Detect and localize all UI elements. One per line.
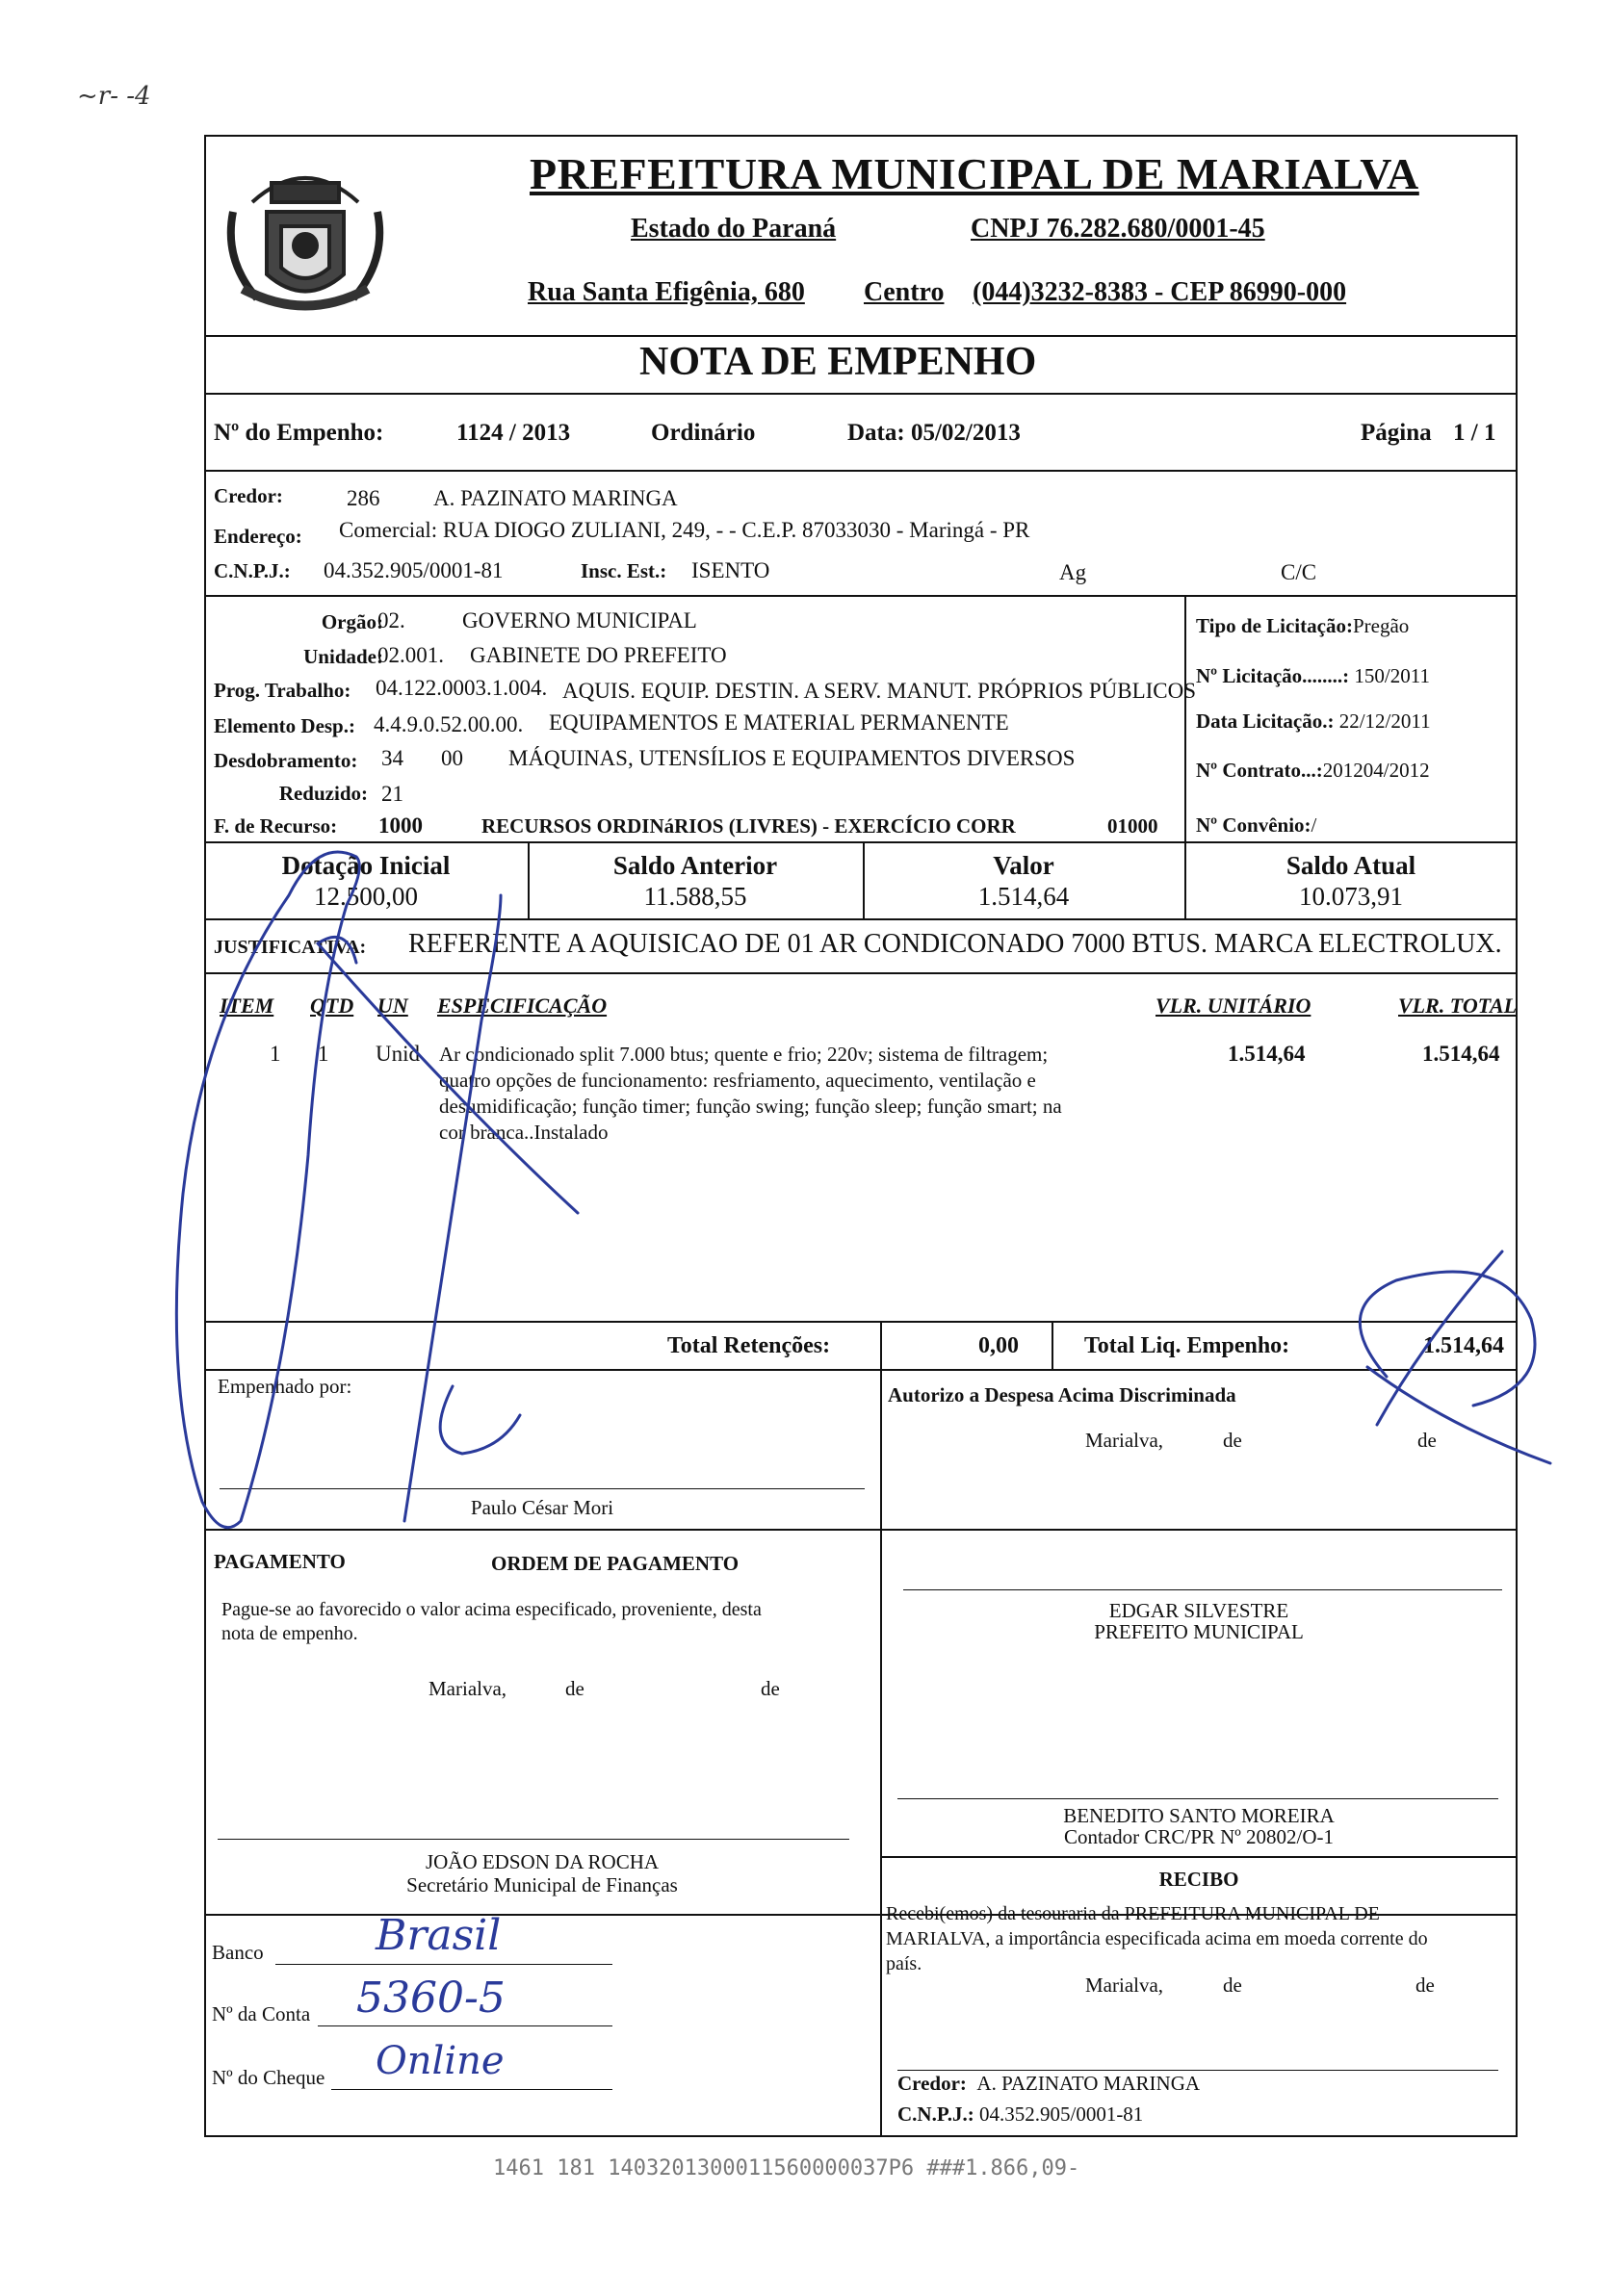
elemento-code: 4.4.9.0.52.00.00. (374, 712, 524, 736)
autorizo-de-2: de (1417, 1429, 1437, 1452)
licitacao-number-label: Nº Licitação........: (1196, 664, 1350, 687)
licitacao-date-label: Data Licitação.: (1196, 709, 1335, 733)
header-address: Rua Santa Efigênia, 680 (528, 277, 805, 307)
pagamento-label: PAGAMENTO (214, 1550, 346, 1573)
pen-loop-stroke (176, 852, 359, 1528)
prefeito-name: EDGAR SILVESTRE (1108, 1599, 1289, 1622)
contador-name: BENEDITO SANTO MOREIRA (1063, 1804, 1335, 1827)
col-especificacao: ESPECIFICAÇÃO (437, 993, 608, 1018)
valor-value: 1.514,64 (977, 882, 1070, 911)
pen-stroke (440, 1386, 520, 1454)
col-un: UN (377, 993, 408, 1018)
estado-label: Estado do Paraná (631, 214, 837, 244)
address-label: Endereço: (214, 525, 302, 548)
pen-check-stroke (1367, 1367, 1550, 1463)
convenio-value: / (1311, 813, 1317, 837)
creditor-code: 286 (347, 486, 380, 510)
document-title: NOTA DE EMPENHO (639, 340, 1037, 384)
conta-handwritten: 5360-5 (356, 1974, 506, 2023)
contrato-label: Nº Contrato...: (1196, 759, 1323, 782)
page-label: Página (1361, 420, 1432, 446)
total-liquido-label: Total Liq. Empenho: (1084, 1333, 1290, 1358)
desdobramento-name: MÁQUINAS, UTENSÍLIOS E EQUIPAMENTOS DIVERSOS (508, 746, 1076, 770)
recibo-title: RECIBO (1158, 1868, 1239, 1891)
contador-title: Contador CRC/PR Nº 20802/O-1 (1063, 1825, 1335, 1848)
recurso-fonte: 01000 (1107, 814, 1158, 838)
creditor-name: A. PAZINATO MARINGA (433, 486, 678, 510)
secretario-title: Secretário Municipal de Finanças (406, 1873, 678, 1896)
recibo-credor-name: A. PAZINATO MARINGA (976, 2072, 1201, 2095)
corner-mark: ~r- -4 (77, 82, 151, 111)
recibo-cnpj: 04.352.905/0001-81 (978, 2103, 1144, 2126)
pen-stroke (318, 943, 578, 1213)
dotacao-inicial-value: 12.500,00 (314, 882, 418, 911)
recibo-de-1: de (1223, 1974, 1242, 1997)
unidade-code: 02.001. (377, 643, 444, 667)
page-number: 1 / 1 (1453, 420, 1496, 446)
reduzido-label: Reduzido: (278, 782, 368, 805)
recurso-label: F. de Recurso: (214, 814, 338, 838)
pen-check-stroke (1360, 1272, 1535, 1406)
recibo-credor-label: Credor: (897, 2072, 967, 2095)
col-item: ITEM (220, 993, 274, 1018)
recibo-text-1: Recebi(emos) da tesouraria da PREFEITURA MUNICIPAL DE (886, 1903, 1380, 1924)
prog-name: AQUIS. EQUIP. DESTIN. A SERV. MANUT. PRÓPRIOS PÚBLICOS (562, 679, 1197, 703)
recibo-cnpj-label: C.N.P.J.: (897, 2103, 974, 2126)
recibo-de-2: de (1415, 1974, 1435, 1997)
header-cnpj: CNPJ 76.282.680/0001-45 (971, 214, 1265, 244)
saldo-anterior-label: Saldo Anterior (612, 851, 778, 880)
cheque-handwritten: Online (376, 2039, 505, 2083)
empenho-number-label: Nº do Empenho: (214, 420, 384, 446)
justification-text: REFERENTE A AQUISICAO DE 01 AR CONDICONADO 7000 BTUS. MARCA ELECTROLUX. (408, 929, 1502, 959)
banco-handwritten: Brasil (376, 1911, 502, 1960)
desdobramento-code: 34 (381, 746, 403, 770)
tipo-licitacao-value: Pregão (1352, 614, 1410, 637)
col-vlr-total: VLR. TOTAL (1398, 993, 1518, 1018)
header-centro: Centro (864, 277, 945, 307)
elemento-name: EQUIPAMENTOS E MATERIAL PERMANENTE (549, 710, 1009, 735)
saldo-atual-value: 10.073,91 (1299, 882, 1403, 911)
autorizo-label: Autorizo a Despesa Acima Discriminada (888, 1383, 1236, 1406)
pagamento-text-1: Pague-se ao favorecido o valor acima especificado, proveniente, desta (221, 1599, 762, 1620)
desdobramento-label: Desdobramento: (214, 749, 358, 772)
item-number: 1 (270, 1042, 281, 1066)
orgao-code: 02. (377, 608, 405, 632)
total-liquido-value: 1.514,64 (1423, 1333, 1504, 1358)
prog-label: Prog. Trabalho: (214, 679, 351, 702)
prog-code: 04.122.0003.1.004. (376, 676, 548, 700)
pen-check-stroke (1377, 1251, 1502, 1425)
conta-label: Nº da Conta (212, 2002, 311, 2025)
item-qty: 1 (318, 1042, 329, 1066)
footer-barcode-text: 1461 181 1403201300011560000037P6 ###1.866,09- (493, 2156, 1080, 2180)
item-description-line: cor branca..Instalado (439, 1121, 609, 1144)
creditor-cnpj-label: C.N.P.J.: (214, 559, 291, 582)
recibo-city: Marialva, (1085, 1974, 1164, 1997)
ordem-pagamento-label: ORDEM DE PAGAMENTO (491, 1552, 740, 1575)
orgao-label: Orgão: (321, 610, 383, 633)
saldo-atual-label: Saldo Atual (1285, 851, 1416, 880)
reduzido-value: 21 (381, 782, 403, 806)
recurso-code: 1000 (378, 813, 423, 838)
recibo-text-3: país. (886, 1953, 922, 1974)
empenho-type: Ordinário (651, 420, 756, 446)
pagamento-de-1: de (565, 1677, 584, 1700)
recibo-text-2: MARIALVA, a importância especificada acima em moeda corrente do (886, 1928, 1428, 1949)
cheque-label: Nº do Cheque (212, 2066, 325, 2089)
state-registration: ISENTO (691, 558, 770, 582)
retencoes-label: Total Retenções: (667, 1333, 831, 1358)
empenho-date: Data: 05/02/2013 (847, 420, 1021, 446)
prefeitura-title: PREFEITURA MUNICIPAL DE MARIALVA (530, 149, 1419, 198)
empenho-number: 1124 / 2013 (456, 420, 571, 446)
pagamento-city: Marialva, (428, 1677, 507, 1700)
item-description-line: desumidificação; função timer; função swing; função sleep; função smart; na (439, 1095, 1062, 1118)
prefeito-title: PREFEITO MUNICIPAL (1094, 1620, 1304, 1643)
justification-label: JUSTIFICATIVA: (214, 937, 367, 958)
pagamento-de-2: de (761, 1677, 780, 1700)
dotacao-inicial-label: Dotação Inicial (281, 851, 451, 880)
item-unit-price: 1.514,64 (1228, 1042, 1306, 1066)
creditor-label: Credor: (214, 484, 283, 507)
valor-label: Valor (993, 851, 1054, 880)
elemento-label: Elemento Desp.: (214, 714, 355, 737)
saldo-anterior-value: 11.588,55 (643, 882, 747, 911)
creditor-address: Comercial: RUA DIOGO ZULIANI, 249, - - C.E.P. 87033030 - Maringá - PR (339, 518, 1030, 542)
licitacao-number: 150/2011 (1354, 664, 1430, 687)
tipo-licitacao-label: Tipo de Licitação:Pregão (1196, 614, 1410, 637)
orgao-name: GOVERNO MUNICIPAL (462, 608, 697, 632)
col-vlr-unitario: VLR. UNITÁRIO (1156, 993, 1311, 1018)
pen-stroke (404, 895, 501, 1521)
bank-account-label: C/C (1281, 560, 1317, 584)
banco-label: Banco (212, 1941, 264, 1964)
item-description-line: Ar condicionado split 7.000 btus; quente e frio; 220v; sistema de filtragem; (439, 1043, 1049, 1066)
unidade-name: GABINETE DO PREFEITO (470, 643, 727, 667)
unidade-label: Unidade: (303, 645, 383, 668)
header-phone-cep: (044)3232-8383 - CEP 86990-000 (973, 277, 1347, 307)
state-registration-label: Insc. Est.: (581, 559, 667, 582)
autorizo-de-1: de (1223, 1429, 1242, 1452)
item-total-price: 1.514,64 (1422, 1042, 1500, 1066)
recurso-name: RECURSOS ORDINáRIOS (LIVRES) - EXERCÍCIO CORR (481, 814, 1016, 838)
retencoes-value: 0,00 (978, 1333, 1019, 1358)
bank-agency-label: Ag (1059, 560, 1087, 584)
col-qtd: QTD (310, 993, 354, 1018)
empenhado-name: Paulo César Mori (470, 1496, 614, 1519)
creditor-cnpj: 04.352.905/0001-81 (324, 558, 504, 582)
pagamento-text-2: nota de empenho. (221, 1623, 358, 1644)
secretario-name: JOÃO EDSON DA ROCHA (425, 1850, 660, 1873)
licitacao-date: 22/12/2011 (1338, 709, 1431, 733)
item-unit: Unid (376, 1042, 420, 1066)
item-description-line: quatro opções de funcionamento: resfriamento, aquecimento, ventilação e (439, 1069, 1036, 1092)
contrato-value: 201204/2012 (1322, 759, 1430, 782)
desdobramento-sub: 00 (441, 746, 463, 770)
autorizo-city: Marialva, (1085, 1429, 1164, 1452)
convenio-label: Nº Convênio: (1196, 813, 1311, 837)
empenhado-label: Empenhado por: (218, 1375, 352, 1398)
